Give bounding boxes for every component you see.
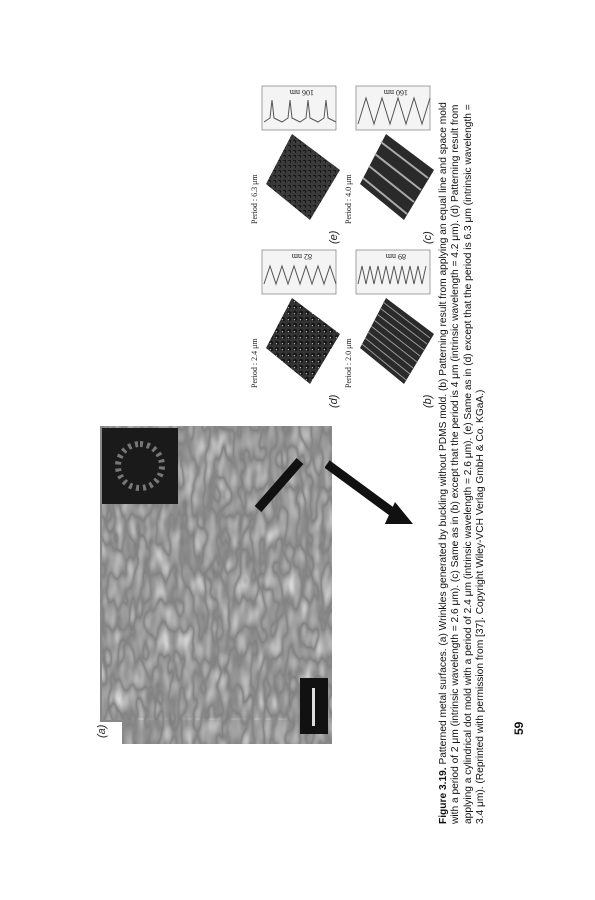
caption-text: Patterned metal surfaces. (a) Wrinkles generated by buckling without PDMS mold. (b) Patterning result from applying an equal line and space mold with a period of 2 μm (intrinsic wavelength = 2.6 μm). (c) Same as in (b) except that the period is 4 μm (intrinsic wavelength = 4.2 μm). (d) Patterning result from applying a cylindrical dot mold with a period of 2.4 μm (intrinsic wavelength = 2.6 μm). (e) Same as in (d) except that the period is 6.3 μm (intrinsic wavelength = 3.4 μm). (Reprinted with permission from [37]. Copyright Wiley-VCH Verlag GmbH & Co. KGaA.) (438, 102, 487, 824)
fft-inset (102, 428, 178, 504)
panel-b-period: Period : 2.0 μm (344, 338, 353, 388)
panel-d-3d-dots (262, 296, 342, 388)
panel-b-label: (b) (422, 394, 434, 408)
panel-e-profile (260, 84, 338, 132)
panel-d-period: Period : 2.4 μm (250, 338, 259, 388)
panel-e-label: (e) (328, 230, 340, 244)
panel-e (250, 84, 342, 244)
panel-c-depth: 160 nm (383, 88, 408, 97)
figure-label: Figure 3.19. (438, 767, 449, 824)
panel-e-3d-dots (262, 132, 342, 224)
panel-d-label: (d) (328, 394, 340, 408)
figure-caption (438, 92, 488, 824)
panel-b-3d-lines (356, 296, 436, 388)
panel-c (344, 84, 436, 244)
arrow-to-d (250, 439, 330, 519)
panel-b-profile (354, 248, 432, 296)
panel-b-depth: 89 nm (385, 252, 406, 261)
panel-c-label: (c) (422, 231, 434, 244)
panel-c-profile (354, 84, 432, 132)
page-number: 59 (512, 721, 526, 735)
panel-c-3d-lines (356, 132, 436, 224)
panel-c-period: Period : 4.0 μm (344, 174, 353, 224)
panel-e-depth: 106 nm (289, 88, 314, 97)
panel-d (250, 248, 342, 408)
panel-e-period: Period : 6.3 μm (250, 174, 259, 224)
rotated-page-content (96, 88, 500, 824)
panel-d-profile (260, 248, 338, 296)
arrow-to-b (325, 444, 415, 524)
panel-d-depth: 82 nm (291, 252, 312, 261)
panel-b (344, 248, 436, 408)
panel-a-label: (a) (96, 724, 108, 738)
